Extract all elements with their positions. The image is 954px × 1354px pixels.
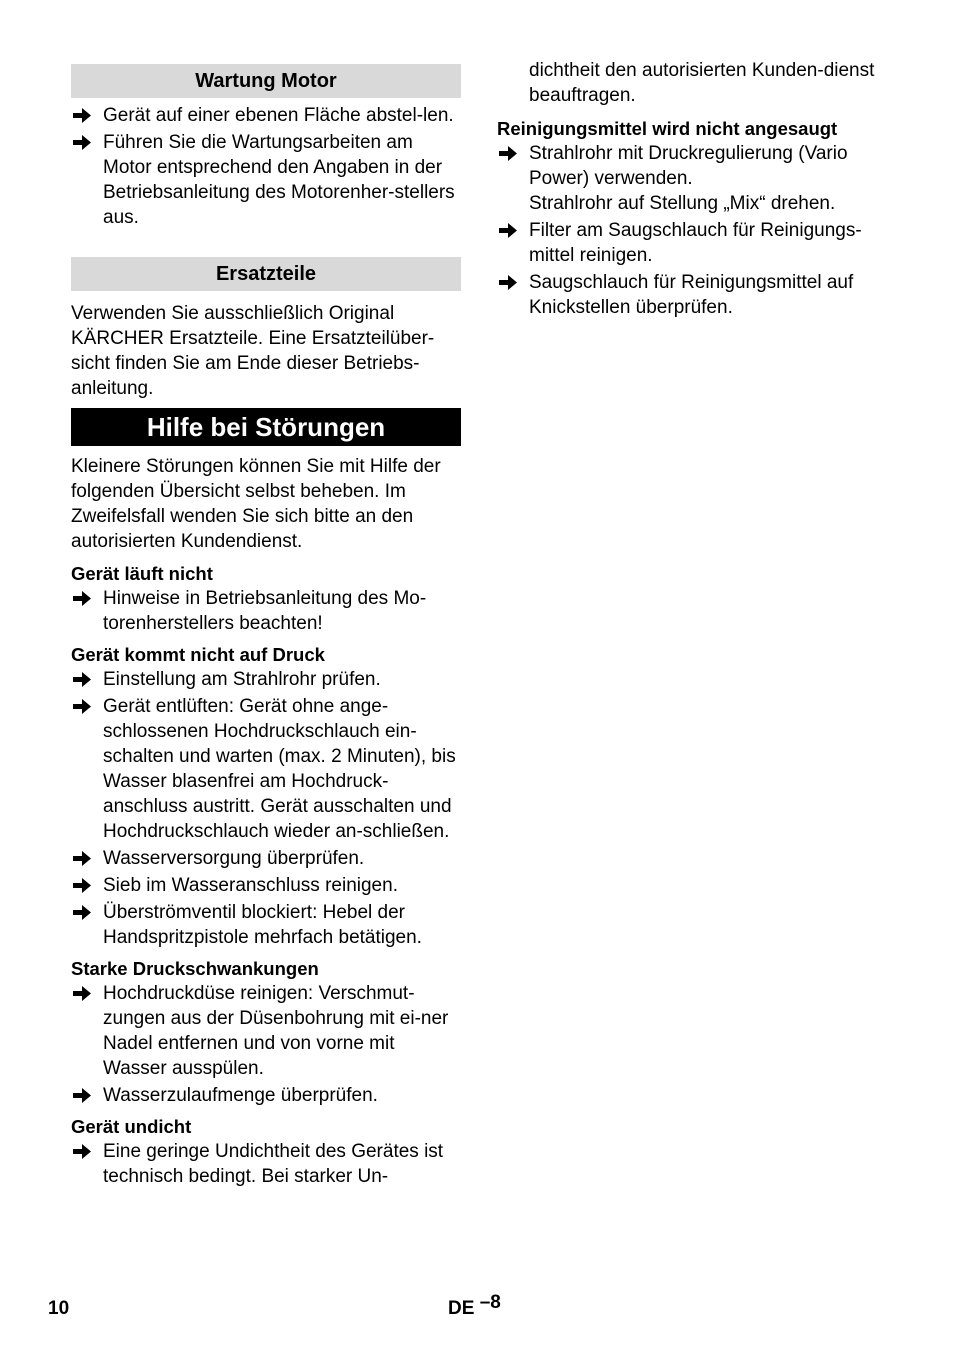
list-item-text: Einstellung am Strahlrohr prüfen. bbox=[103, 669, 381, 690]
list-item-text: Gerät auf einer ebenen Fläche abstel-len. bbox=[103, 105, 454, 126]
list-item-text: Wasserversorgung überprüfen. bbox=[103, 848, 365, 869]
list-item bbox=[71, 667, 461, 692]
subheading-reinigungsmittel: Reinigungsmittel wird nicht angesaugt bbox=[497, 118, 838, 139]
list-item bbox=[71, 586, 461, 636]
subheading-kein-druck: Gerät kommt nicht auf Druck bbox=[71, 644, 325, 665]
page-number: 10 bbox=[48, 1298, 70, 1319]
list-item bbox=[71, 900, 461, 950]
list-item-text: Hochdruckdüse reinigen: Verschmut-zungen aus der Düsenbohrung mit ei-ner Nadel entfernen und von vorne mit Wasser ausspülen. bbox=[103, 983, 449, 1079]
list-item-text: Saugschlauch für Reinigungsmittel auf Knickstellen überprüfen. bbox=[529, 272, 854, 318]
list-item bbox=[71, 694, 461, 844]
laeuft-nicht-list bbox=[71, 586, 461, 636]
arrow-right-icon bbox=[499, 275, 517, 290]
arrow-right-icon bbox=[73, 672, 91, 687]
kein-druck-list bbox=[71, 667, 461, 950]
right-column bbox=[497, 58, 897, 322]
hilfe-intro: Kleinere Störungen können Sie mit Hilfe der folgenden Übersicht selbst beheben. Im Zweifelsfall wenden Sie sich bitte an den autorisierten Kundendienst. bbox=[71, 456, 441, 552]
list-item bbox=[497, 270, 897, 320]
list-item-text: Wasserzulaufmenge überprüfen. bbox=[103, 1085, 378, 1106]
language-code: DE bbox=[448, 1298, 475, 1319]
arrow-right-icon bbox=[73, 1088, 91, 1103]
reinigungsmittel-list bbox=[497, 141, 897, 320]
arrow-right-icon bbox=[73, 135, 91, 150]
arrow-right-icon bbox=[499, 146, 517, 161]
list-item bbox=[71, 103, 461, 128]
section-page-number: 8 bbox=[490, 1292, 501, 1313]
list-item bbox=[71, 1139, 461, 1189]
arrow-right-icon bbox=[73, 851, 91, 866]
list-item bbox=[71, 1083, 461, 1108]
section-heading-wartung-motor: Wartung Motor bbox=[71, 64, 461, 98]
list-item-text: Hinweise in Betriebsanleitung des Mo-torenherstellers beachten! bbox=[103, 588, 427, 634]
subheading-druckschwankungen: Starke Druckschwankungen bbox=[71, 958, 319, 979]
page-dash: – bbox=[479, 1292, 491, 1313]
arrow-right-icon bbox=[73, 878, 91, 893]
left-column bbox=[71, 64, 461, 1191]
subheading-laeuft-nicht: Gerät läuft nicht bbox=[71, 563, 213, 584]
arrow-right-icon bbox=[73, 1144, 91, 1159]
undicht-list bbox=[71, 1139, 461, 1189]
arrow-right-icon bbox=[73, 905, 91, 920]
ersatzteile-text: Verwenden Sie ausschließlich Original KÄRCHER Ersatzteile. Eine Ersatzteilüber-sicht finden Sie am Ende dieser Betriebs-anleitung. bbox=[71, 303, 435, 399]
arrow-right-icon bbox=[499, 223, 517, 238]
list-item bbox=[71, 873, 461, 898]
list-item-text: Gerät entlüften: Gerät ohne ange-schlossenen Hochdruckschlauch ein-schalten und warten (max. 2 Minuten), bis Wasser blasenfrei am Hochdruck-anschluss austritt. Gerät ausschalten und Hochdruckschlauch wieder an-schließen. bbox=[103, 696, 456, 842]
chapter-heading-hilfe: Hilfe bei Störungen bbox=[71, 408, 461, 446]
arrow-right-icon bbox=[73, 699, 91, 714]
list-item-text: Führen Sie die Wartungsarbeiten am Motor entsprechend den Angaben in der Betriebsanleitung des Motorenher-stellers aus. bbox=[103, 132, 455, 228]
arrow-right-icon bbox=[73, 591, 91, 606]
continued-text: dichtheit den autorisierten Kunden-dienst beauftragen. bbox=[529, 60, 875, 106]
list-item bbox=[497, 141, 897, 216]
section-page-label bbox=[448, 1292, 501, 1320]
list-item bbox=[71, 846, 461, 871]
arrow-right-icon bbox=[73, 986, 91, 1001]
list-item-text: Strahlrohr mit Druckregulierung (Vario Power) verwenden. bbox=[529, 143, 848, 189]
wartung-list bbox=[71, 103, 461, 230]
list-item-text: Sieb im Wasseranschluss reinigen. bbox=[103, 875, 398, 896]
list-item-text: Filter am Saugschlauch für Reinigungs-mittel reinigen. bbox=[529, 220, 862, 266]
subheading-undicht: Gerät undicht bbox=[71, 1116, 192, 1137]
list-item bbox=[71, 130, 461, 230]
list-item-text: Eine geringe Undichtheit des Gerätes ist technisch bedingt. Bei starker Un- bbox=[103, 1141, 444, 1187]
list-item bbox=[497, 218, 897, 268]
schwankungen-list bbox=[71, 981, 461, 1108]
arrow-right-icon bbox=[73, 108, 91, 123]
list-item-continuation: Strahlrohr auf Stellung „Mix“ drehen. bbox=[529, 193, 836, 214]
list-item bbox=[71, 981, 461, 1081]
list-item-text: Überströmventil blockiert: Hebel der Handspritzpistole mehrfach betätigen. bbox=[103, 902, 422, 948]
section-heading-ersatzteile: Ersatzteile bbox=[71, 257, 461, 291]
